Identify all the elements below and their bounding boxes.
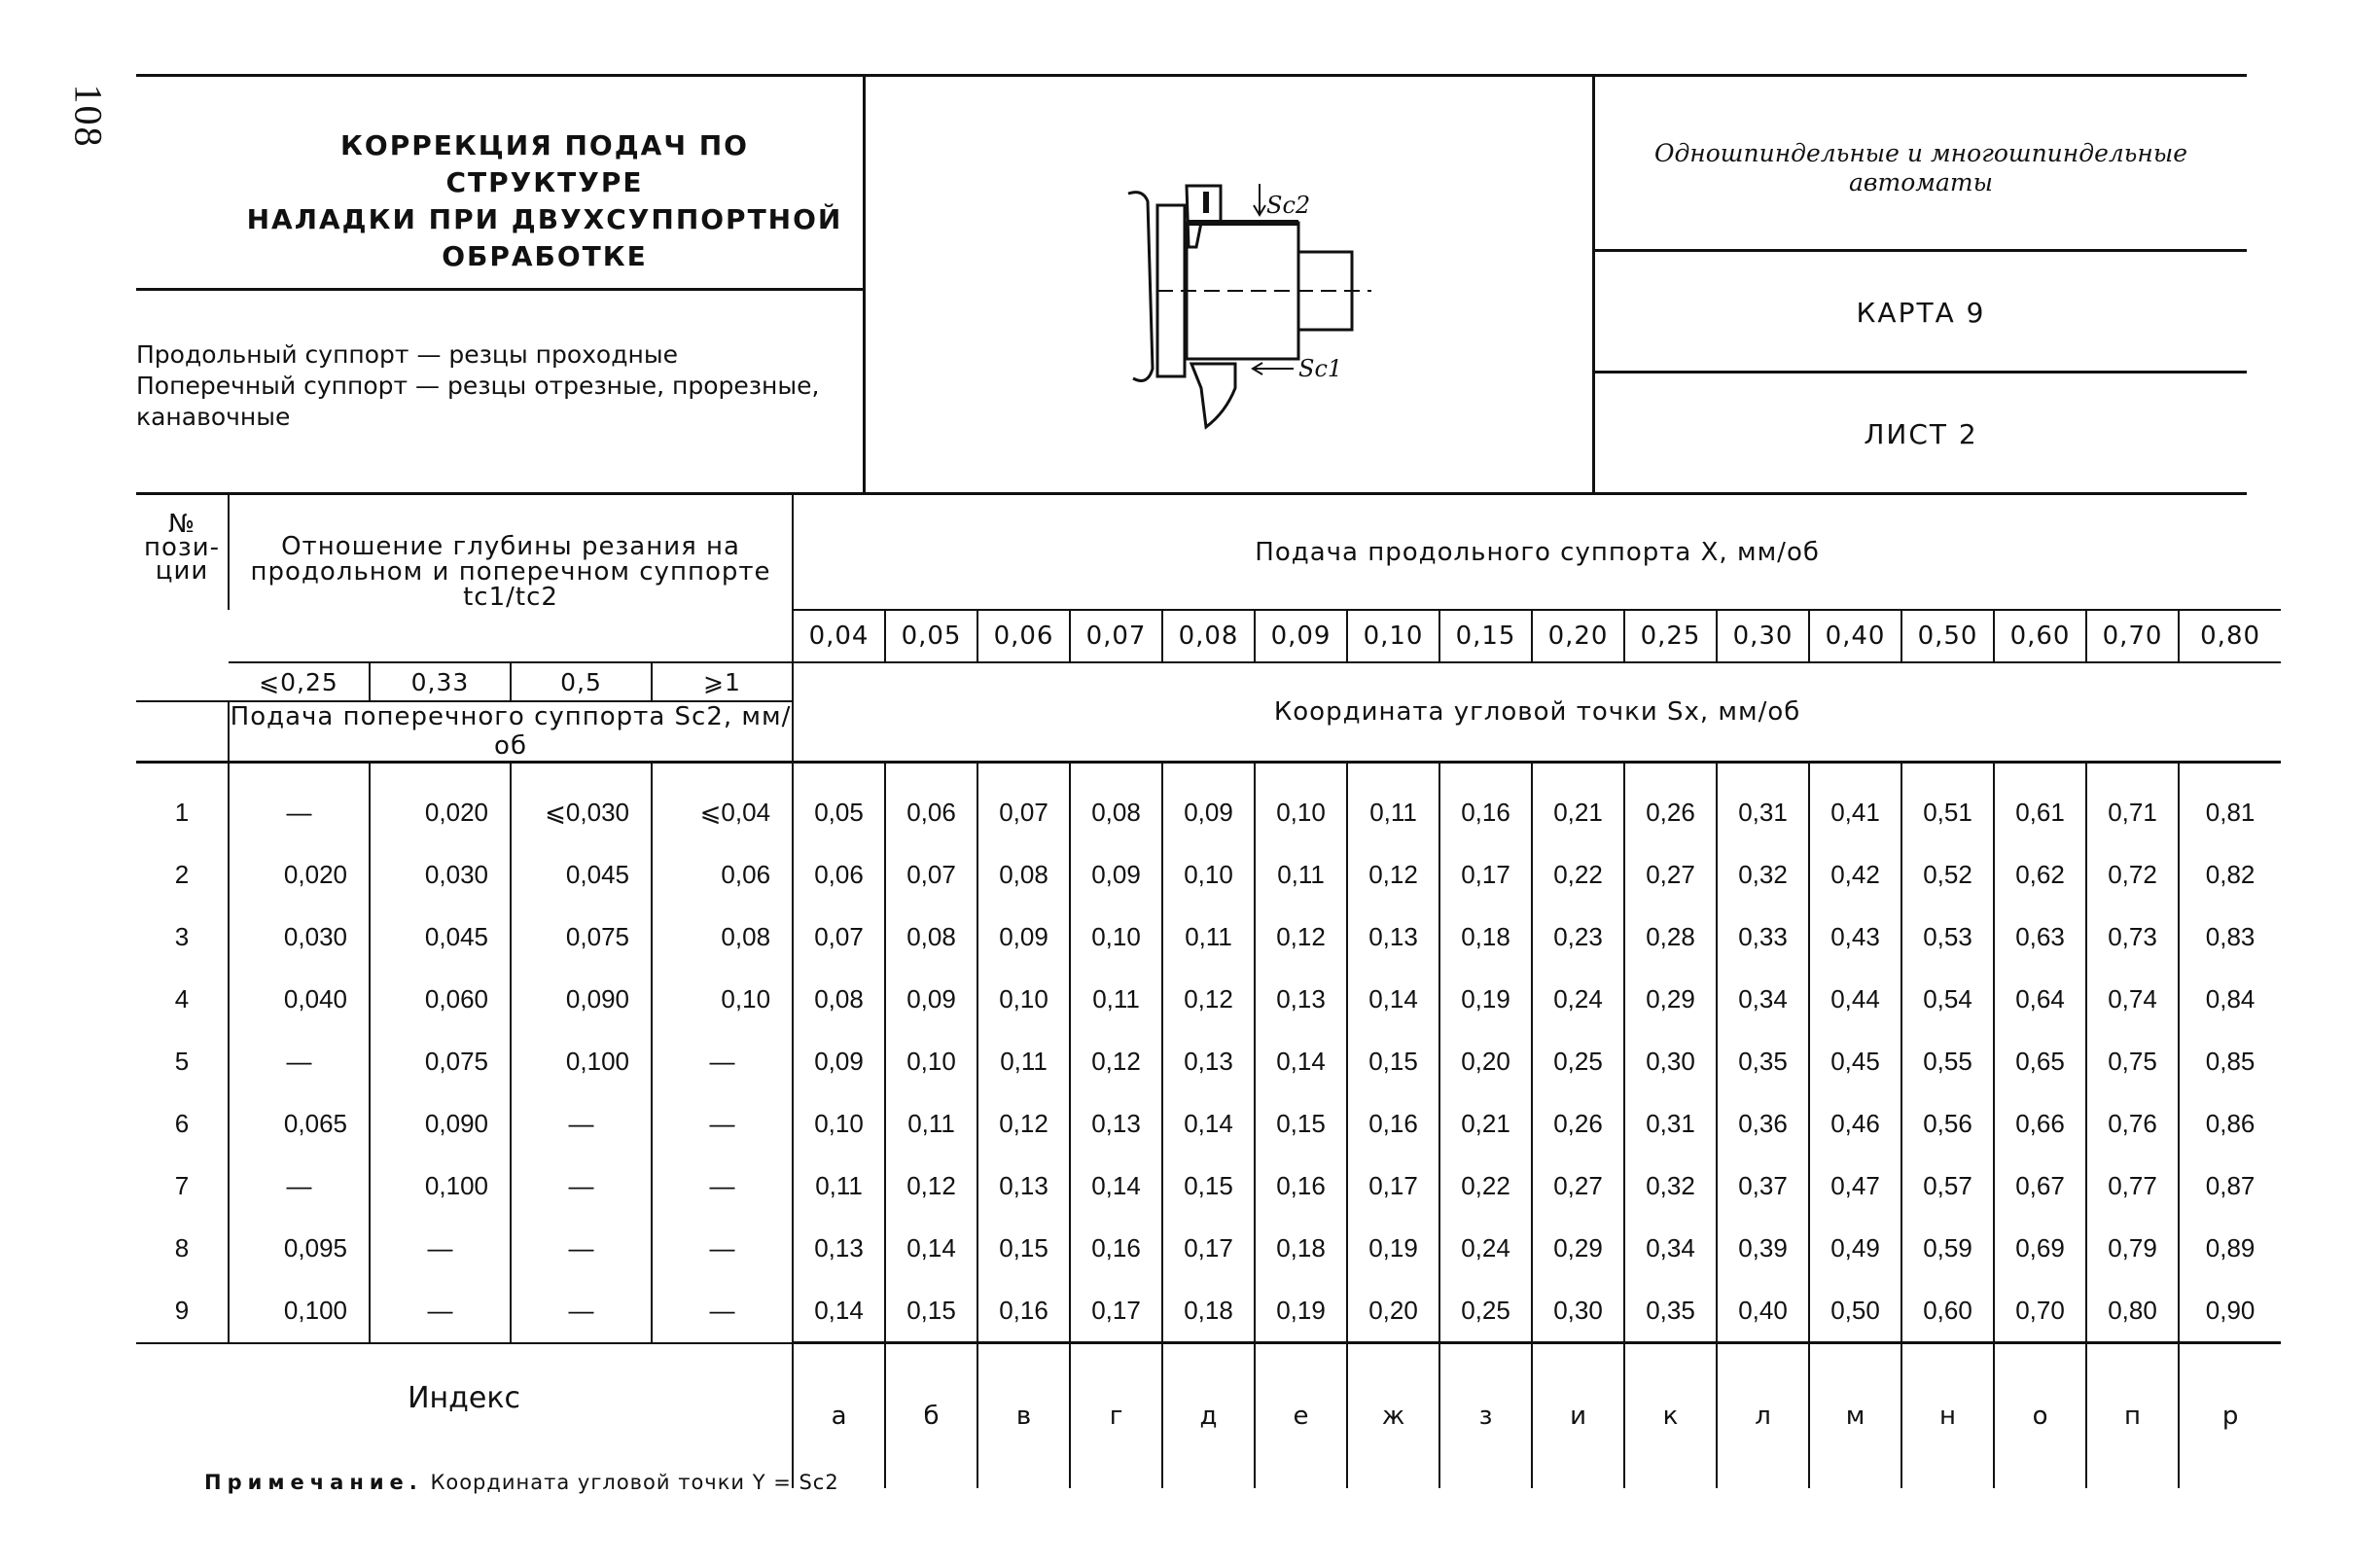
- position-number: 8: [174, 1232, 190, 1263]
- title-line: КОРРЕКЦИЯ ПОДАЧ ПО СТРУКТУРЕ: [340, 129, 749, 198]
- corner-coordinate-cell: 0,13: [1347, 906, 1439, 968]
- index-letter: п: [2086, 1343, 2179, 1488]
- corner-coordinate-cell: 0,64: [1994, 968, 2086, 1030]
- cross-feed-cell: —: [229, 1030, 370, 1092]
- corner-coordinate-cell: 0,07: [793, 906, 885, 968]
- long-feed-value: 0,20: [1532, 610, 1624, 662]
- header-right: [1595, 77, 2247, 492]
- cross-feed-cell: 0,065: [229, 1092, 370, 1155]
- cross-feed-cell: 0,075: [370, 1030, 511, 1092]
- long-feed-header: Подача продольного суппорта X, мм/об: [793, 495, 2281, 610]
- corner-coordinate-cell: 0,15: [1162, 1155, 1255, 1217]
- corner-coordinate-cell: 0,26: [1624, 763, 1717, 844]
- corner-coordinate-cell: 0,32: [1717, 843, 1809, 906]
- corner-coordinate-cell: 0,15: [1255, 1092, 1347, 1155]
- corner-coordinate-cell: 0,59: [1901, 1217, 1994, 1279]
- corner-coordinate-cell: 0,20: [1347, 1279, 1439, 1343]
- note-text: Координата угловой точки Y = Sc2: [430, 1471, 839, 1494]
- corner-coordinate-cell: 0,62: [1994, 843, 2086, 906]
- index-label: Индекс: [136, 1343, 793, 1488]
- corner-coordinate-cell: 0,75: [2086, 1030, 2179, 1092]
- index-letter: е: [1255, 1343, 1347, 1488]
- index-letter: л: [1717, 1343, 1809, 1488]
- corner-coordinate-cell: 0,08: [1070, 763, 1162, 844]
- corner-coordinate-cell: 0,14: [793, 1279, 885, 1343]
- index-letter: о: [1994, 1343, 2086, 1488]
- machine-type-line: автоматы: [1849, 168, 1993, 196]
- ratio-value: ⩽0,25: [229, 662, 370, 701]
- corner-coordinate-cell: 0,42: [1809, 843, 1901, 906]
- cross-feed-cell: 0,06: [652, 843, 793, 906]
- corner-coordinate-cell: 0,15: [885, 1279, 977, 1343]
- long-feed-value: 0,07: [1070, 610, 1162, 662]
- corner-coordinate-cell: 0,65: [1994, 1030, 2086, 1092]
- corner-coordinate-cell: 0,12: [1162, 968, 1255, 1030]
- corner-coordinate-cell: 0,29: [1624, 968, 1717, 1030]
- corner-coordinate-cell: 0,11: [1162, 906, 1255, 968]
- corner-coordinate-cell: 0,09: [885, 968, 977, 1030]
- long-feed-value: 0,15: [1439, 610, 1532, 662]
- bottom-cutter: [1191, 364, 1235, 427]
- long-feed-value: 0,50: [1901, 610, 1994, 662]
- corner-coordinate-cell: 0,44: [1809, 968, 1901, 1030]
- long-feed-value: 0,08: [1162, 610, 1255, 662]
- corner-coordinate-cell: 0,23: [1532, 906, 1624, 968]
- sc2-label: Sc2: [1266, 192, 1311, 219]
- long-feed-value: 0,04: [793, 610, 885, 662]
- corner-coordinate-cell: 0,77: [2086, 1155, 2179, 1217]
- corner-coordinate-cell: 0,16: [1255, 1155, 1347, 1217]
- corner-coordinate-cell: 0,24: [1532, 968, 1624, 1030]
- corner-coordinate-cell: 0,18: [1162, 1279, 1255, 1343]
- card-number: КАРТА 9: [1595, 252, 2247, 373]
- ratio-value: 0,5: [511, 662, 652, 701]
- corner-coordinate-cell: 0,19: [1347, 1217, 1439, 1279]
- corner-coordinate-cell: 0,12: [885, 1155, 977, 1217]
- long-feed-value: 0,05: [885, 610, 977, 662]
- index-letter: ж: [1347, 1343, 1439, 1488]
- cross-feed-cell: 0,030: [229, 906, 370, 968]
- position-number: 7: [174, 1170, 190, 1200]
- cross-feed-cell: 0,075: [511, 906, 652, 968]
- long-feed-value: 0,70: [2086, 610, 2179, 662]
- corner-coordinate-cell: 0,07: [977, 763, 1070, 844]
- cross-feed-cell: ⩽0,030: [511, 763, 652, 844]
- feed-correction-table: [136, 495, 2281, 1488]
- cross-feed-cell: 0,100: [511, 1030, 652, 1092]
- corner-coordinate-cell: 0,10: [1255, 763, 1347, 844]
- corner-coordinate-cell: 0,08: [793, 968, 885, 1030]
- table-row: [136, 1279, 2281, 1343]
- ratio-value: ⩾1: [652, 662, 793, 701]
- corner-coordinate-cell: 0,16: [1439, 763, 1532, 844]
- corner-coordinate-cell: 0,27: [1624, 843, 1717, 906]
- long-feed-value: 0,06: [977, 610, 1070, 662]
- corner-coordinate-cell: 0,21: [1439, 1092, 1532, 1155]
- corner-coordinate-cell: 0,45: [1809, 1030, 1901, 1092]
- cross-feed-cell: 0,020: [229, 843, 370, 906]
- cross-feed-cell: 0,045: [370, 906, 511, 968]
- table-row: [136, 1155, 2281, 1217]
- corner-coordinate-cell: 0,89: [2179, 1217, 2281, 1279]
- corner-coordinate-cell: 0,19: [1255, 1279, 1347, 1343]
- corner-coordinate-cell: 0,72: [2086, 843, 2179, 906]
- corner-coordinate-cell: 0,66: [1994, 1092, 2086, 1155]
- cross-feed-cell: 0,090: [370, 1092, 511, 1155]
- corner-coordinate-cell: 0,14: [1347, 968, 1439, 1030]
- card-header: [136, 74, 2247, 495]
- corner-coordinate-cell: 0,69: [1994, 1217, 2086, 1279]
- corner-coordinate-cell: 0,08: [977, 843, 1070, 906]
- corner-coordinate-cell: 0,80: [2086, 1279, 2179, 1343]
- corner-coordinate-cell: 0,86: [2179, 1092, 2281, 1155]
- index-letter: к: [1624, 1343, 1717, 1488]
- corner-coordinate-cell: 0,28: [1624, 906, 1717, 968]
- corner-coordinate-cell: 0,14: [885, 1217, 977, 1279]
- index-letter: в: [977, 1343, 1070, 1488]
- corner-coordinate-cell: 0,46: [1809, 1092, 1901, 1155]
- corner-coordinate-cell: 0,84: [2179, 968, 2281, 1030]
- index-letter: н: [1901, 1343, 1994, 1488]
- corner-coordinate-cell: 0,60: [1901, 1279, 1994, 1343]
- corner-coordinate-cell: 0,10: [1162, 843, 1255, 906]
- cross-feed-cell: —: [652, 1279, 793, 1343]
- corner-coordinate-cell: 0,71: [2086, 763, 2179, 844]
- corner-coordinate-cell: 0,50: [1809, 1279, 1901, 1343]
- corner-coordinate-cell: 0,25: [1532, 1030, 1624, 1092]
- ratio-value: 0,33: [370, 662, 511, 701]
- corner-coordinate-cell: 0,14: [1162, 1092, 1255, 1155]
- corner-coordinate-cell: 0,11: [1347, 763, 1439, 844]
- cross-feed-cell: 0,08: [652, 906, 793, 968]
- corner-coordinate-cell: 0,16: [977, 1279, 1070, 1343]
- corner-coordinate-cell: 0,43: [1809, 906, 1901, 968]
- corner-coordinate-cell: 0,74: [2086, 968, 2179, 1030]
- title-line: НАЛАДКИ ПРИ ДВУХСУППОРТНОЙ: [246, 203, 843, 235]
- corner-coordinate-cell: 0,18: [1439, 906, 1532, 968]
- corner-coordinate-cell: 0,79: [2086, 1217, 2179, 1279]
- corner-coordinate-cell: 0,47: [1809, 1155, 1901, 1217]
- chuck-outline: [1128, 193, 1153, 381]
- corner-coordinate-cell: 0,87: [2179, 1155, 2281, 1217]
- long-feed-value: 0,60: [1994, 610, 2086, 662]
- corner-coordinate-cell: 0,30: [1532, 1279, 1624, 1343]
- corner-coordinate-cell: 0,19: [1439, 968, 1532, 1030]
- corner-coordinate-cell: 0,20: [1439, 1030, 1532, 1092]
- corner-coordinate-cell: 0,39: [1717, 1217, 1809, 1279]
- index-letter: и: [1532, 1343, 1624, 1488]
- corner-coordinate-cell: 0,12: [977, 1092, 1070, 1155]
- ratio-header: Отношение глубины резания на продольном и поперечном суппорте tc1/tc2: [229, 495, 793, 610]
- footnote: [204, 1471, 839, 1494]
- index-letter: д: [1162, 1343, 1255, 1488]
- corner-coordinate-cell: 0,10: [885, 1030, 977, 1092]
- corner-coordinate-cell: 0,05: [793, 763, 885, 844]
- corner-coordinate-cell: 0,10: [1070, 906, 1162, 968]
- position-header: № пози-ции: [136, 495, 229, 701]
- page-number: 108: [66, 84, 111, 149]
- table-row: [136, 1217, 2281, 1279]
- cross-feed-cell: ⩽0,04: [652, 763, 793, 844]
- cross-feed-cell: 0,060: [370, 968, 511, 1030]
- sheet-number: ЛИСТ 2: [1864, 418, 1978, 450]
- corner-coordinate-cell: 0,11: [885, 1092, 977, 1155]
- corner-coordinate-cell: 0,12: [1070, 1030, 1162, 1092]
- corner-coordinate-cell: 0,17: [1439, 843, 1532, 906]
- cross-feed-cell: —: [652, 1155, 793, 1217]
- corner-coordinate-cell: 0,11: [1070, 968, 1162, 1030]
- cross-feed-cell: 0,10: [652, 968, 793, 1030]
- table-row: [136, 968, 2281, 1030]
- corner-coordinate-cell: 0,61: [1994, 763, 2086, 844]
- corner-coordinate-cell: 0,31: [1624, 1092, 1717, 1155]
- description-line: канавочные: [136, 403, 291, 431]
- corner-coordinate-cell: 0,57: [1901, 1155, 1994, 1217]
- corner-coordinate-cell: 0,06: [793, 843, 885, 906]
- corner-coordinate-cell: 0,12: [1255, 906, 1347, 968]
- corner-coordinate-cell: 0,21: [1532, 763, 1624, 844]
- corner-coordinate-cell: 0,37: [1717, 1155, 1809, 1217]
- corner-coordinate-cell: 0,17: [1347, 1155, 1439, 1217]
- position-number: 6: [174, 1108, 190, 1138]
- description-line: Поперечный суппорт — резцы отрезные, прорезные,: [136, 372, 820, 400]
- corner-coordinate-cell: 0,52: [1901, 843, 1994, 906]
- corner-coordinate-cell: 0,34: [1624, 1217, 1717, 1279]
- position-number: 1: [174, 797, 190, 827]
- corner-coordinate-cell: 0,16: [1347, 1092, 1439, 1155]
- machining-sketch: [866, 77, 1595, 492]
- corner-coordinate-cell: 0,90: [2179, 1279, 2281, 1343]
- corner-coordinate-cell: 0,41: [1809, 763, 1901, 844]
- corner-coordinate-cell: 0,83: [2179, 906, 2281, 968]
- cross-feed-cell: —: [229, 1155, 370, 1217]
- position-number: 5: [174, 1046, 190, 1076]
- corner-coordinate-cell: 0,09: [977, 906, 1070, 968]
- cross-feed-cell: —: [511, 1279, 652, 1343]
- corner-coordinate-cell: 0,70: [1994, 1279, 2086, 1343]
- position-number: 9: [174, 1295, 190, 1325]
- corner-coordinate-cell: 0,63: [1994, 906, 2086, 968]
- long-feed-value: 0,30: [1717, 610, 1809, 662]
- corner-coordinate-cell: 0,09: [793, 1030, 885, 1092]
- corner-coordinate-cell: 0,34: [1717, 968, 1809, 1030]
- corner-coordinate-cell: 0,18: [1255, 1217, 1347, 1279]
- corner-coordinate-cell: 0,54: [1901, 968, 1994, 1030]
- table-row: [136, 843, 2281, 906]
- corner-coordinate-cell: 0,36: [1717, 1092, 1809, 1155]
- cross-feed-cell: —: [652, 1217, 793, 1279]
- corner-coordinate-cell: 0,15: [977, 1217, 1070, 1279]
- corner-coordinate-cell: 0,73: [2086, 906, 2179, 968]
- header-left: [136, 77, 866, 492]
- cross-feed-cell: —: [229, 763, 370, 844]
- corner-coordinate-cell: 0,08: [885, 906, 977, 968]
- corner-coordinate-cell: 0,85: [2179, 1030, 2281, 1092]
- long-feed-value: 0,10: [1347, 610, 1439, 662]
- index-letter: а: [793, 1343, 885, 1488]
- corner-coordinate-cell: 0,17: [1162, 1217, 1255, 1279]
- table-row: [136, 763, 2281, 844]
- tool-description: [136, 339, 866, 433]
- corner-coordinate-cell: 0,26: [1532, 1092, 1624, 1155]
- corner-coordinate-cell: 0,16: [1070, 1217, 1162, 1279]
- corner-coordinate-cell: 0,10: [793, 1092, 885, 1155]
- cross-feed-cell: 0,090: [511, 968, 652, 1030]
- corner-coordinate-cell: 0,11: [793, 1155, 885, 1217]
- corner-coordinate-cell: 0,81: [2179, 763, 2281, 844]
- cross-feed-cell: —: [370, 1279, 511, 1343]
- corner-coordinate-cell: 0,13: [1162, 1030, 1255, 1092]
- corner-coordinate-cell: 0,25: [1439, 1279, 1532, 1343]
- cross-feed-cell: 0,095: [229, 1217, 370, 1279]
- corner-coordinate-cell: 0,33: [1717, 906, 1809, 968]
- corner-coordinate-cell: 0,13: [1070, 1092, 1162, 1155]
- note-label: Примечание.: [204, 1471, 423, 1494]
- corner-coordinate-cell: 0,13: [977, 1155, 1070, 1217]
- corner-coordinate-cell: 0,11: [977, 1030, 1070, 1092]
- cross-feed-cell: —: [652, 1030, 793, 1092]
- index-letter: р: [2179, 1343, 2281, 1488]
- long-feed-value: 0,25: [1624, 610, 1717, 662]
- corner-coordinate-cell: 0,40: [1717, 1279, 1809, 1343]
- corner-coordinate-cell: 0,12: [1347, 843, 1439, 906]
- corner-coordinate-cell: 0,67: [1994, 1155, 2086, 1217]
- corner-coordinate-cell: 0,35: [1624, 1279, 1717, 1343]
- cross-feed-cell: —: [511, 1155, 652, 1217]
- long-feed-value: 0,09: [1255, 610, 1347, 662]
- corner-coordinate-cell: 0,09: [1162, 763, 1255, 844]
- cross-feed-header: Подача поперечного суппорта Sc2, мм/об: [230, 702, 792, 761]
- corner-coordinate-cell: 0,13: [1255, 968, 1347, 1030]
- long-feed-value: 0,80: [2179, 610, 2281, 662]
- cross-feed-cell: —: [652, 1092, 793, 1155]
- corner-coordinate-cell: 0,14: [1255, 1030, 1347, 1092]
- corner-coordinate-cell: 0,76: [2086, 1092, 2179, 1155]
- sc1-label: Sc1: [1298, 355, 1343, 382]
- machine-type: [1595, 77, 2247, 252]
- description-line: Продольный суппорт — резцы проходные: [136, 340, 678, 369]
- corner-coordinate-cell: 0,14: [1070, 1155, 1162, 1217]
- cross-feed-cell: 0,100: [370, 1155, 511, 1217]
- corner-coordinate-cell: 0,31: [1717, 763, 1809, 844]
- corner-coordinate-cell: 0,15: [1347, 1030, 1439, 1092]
- corner-coordinate-cell: 0,13: [793, 1217, 885, 1279]
- machine-type-line: Одношпиндельные и многошпиндельные: [1653, 139, 2188, 167]
- lathe-sketch-diagram: [866, 77, 1595, 498]
- position-number: 2: [174, 859, 190, 889]
- corner-coordinate-cell: 0,27: [1532, 1155, 1624, 1217]
- corner-coordinate-cell: 0,56: [1901, 1092, 1994, 1155]
- corner-coordinate-cell: 0,49: [1809, 1217, 1901, 1279]
- cross-feed-cell: 0,040: [229, 968, 370, 1030]
- cross-feed-cell: —: [511, 1092, 652, 1155]
- index-letter: б: [885, 1343, 977, 1488]
- table-body: [136, 763, 2281, 1343]
- long-feed-value: 0,40: [1809, 610, 1901, 662]
- corner-coordinate-cell: 0,82: [2179, 843, 2281, 906]
- document-title: [136, 77, 866, 291]
- corner-coordinate-cell: 0,32: [1624, 1155, 1717, 1217]
- position-number: 3: [174, 921, 190, 951]
- corner-header: Координата угловой точки Sx, мм/об: [793, 662, 2281, 763]
- cross-feed-cell: 0,100: [229, 1279, 370, 1343]
- corner-coordinate-cell: 0,53: [1901, 906, 1994, 968]
- corner-coordinate-cell: 0,10: [977, 968, 1070, 1030]
- corner-coordinate-cell: 0,09: [1070, 843, 1162, 906]
- cross-feed-cell: —: [370, 1217, 511, 1279]
- position-number: 4: [174, 983, 190, 1014]
- corner-coordinate-cell: 0,22: [1532, 843, 1624, 906]
- table-row: [136, 906, 2281, 968]
- corner-coordinate-cell: 0,29: [1532, 1217, 1624, 1279]
- table-row: [136, 1030, 2281, 1092]
- corner-coordinate-cell: 0,35: [1717, 1030, 1809, 1092]
- table-row: [136, 1092, 2281, 1155]
- corner-coordinate-cell: 0,22: [1439, 1155, 1532, 1217]
- corner-coordinate-cell: 0,11: [1255, 843, 1347, 906]
- corner-coordinate-cell: 0,07: [885, 843, 977, 906]
- corner-coordinate-cell: 0,51: [1901, 763, 1994, 844]
- corner-coordinate-cell: 0,24: [1439, 1217, 1532, 1279]
- corner-coordinate-cell: 0,55: [1901, 1030, 1994, 1092]
- corner-coordinate-cell: 0,30: [1624, 1030, 1717, 1092]
- cross-feed-cell: 0,045: [511, 843, 652, 906]
- cross-feed-cell: 0,020: [370, 763, 511, 844]
- cross-feed-cell: 0,030: [370, 843, 511, 906]
- index-letter: м: [1809, 1343, 1901, 1488]
- corner-coordinate-cell: 0,06: [885, 763, 977, 844]
- corner-coordinate-cell: 0,17: [1070, 1279, 1162, 1343]
- cross-feed-cell: —: [511, 1217, 652, 1279]
- index-letter: г: [1070, 1343, 1162, 1488]
- title-line: ОБРАБОТКЕ: [442, 240, 648, 272]
- index-letter: з: [1439, 1343, 1532, 1488]
